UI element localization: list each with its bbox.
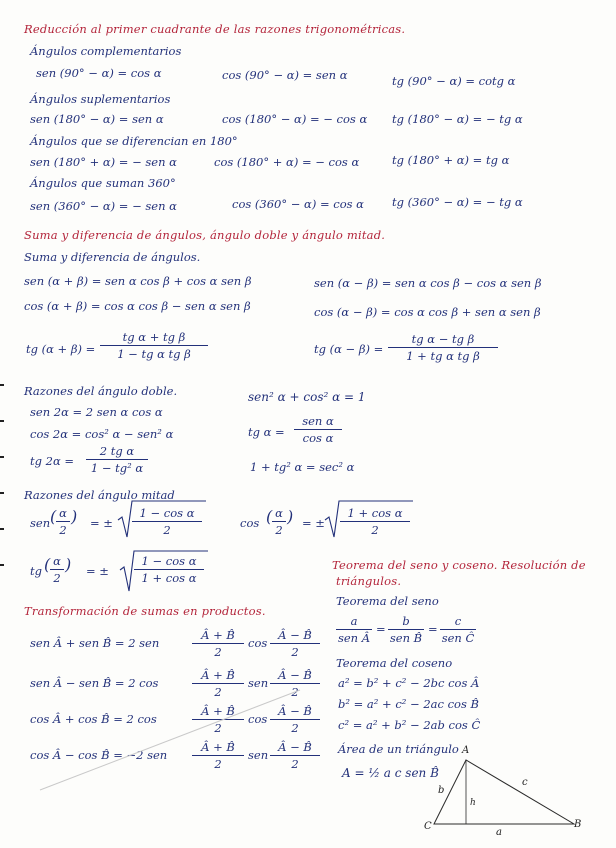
tg-def-den: cos α [302, 431, 334, 445]
transf-fraction-diff: Â − B̂ 2 [270, 628, 320, 659]
tg2-lhs: tg 2α = [30, 454, 75, 468]
tg2-num: 2 tg α [99, 444, 135, 458]
coseno-b: b² = a² + c² − 2ac cos B̂ [338, 697, 479, 711]
tg-resta-num: tg α − tg β [411, 332, 475, 346]
transf-fraction-diff: Â − B̂ 2 [270, 704, 320, 735]
mitad-cos-eq: = ± [302, 516, 325, 530]
triangle-side-c: c [522, 777, 528, 788]
reduccion-title: Reducción al primer cuadrante de las razones trigonométricas. [24, 22, 406, 36]
seno-frac-c: c sen Ĉ [441, 614, 475, 645]
area-formula: A = ½ a c sen B̂ [342, 766, 439, 780]
mitad-sen-radicand: 1 − cos α 2 [132, 506, 202, 537]
mitad-tg-arg: α 2 [50, 554, 64, 585]
transf-lhs: sen Â + sen B̂ = 2 sen [30, 636, 160, 650]
tg-resta-den: 1 + tg α tg β [406, 349, 480, 363]
transf-mid: sen [248, 676, 269, 690]
area-label: Área de un triángulo [338, 742, 459, 756]
formula-sec: 1 + tg² α = sec² α [250, 460, 355, 474]
formula-sup-sen: sen (180° − α) = sen α [30, 112, 164, 126]
transf-lhs: cos Â − cos B̂ = −2 sen [30, 748, 168, 762]
formula-sen2: sen 2α = 2 sen α cos α [30, 405, 163, 419]
triangle-vertex-a: A [462, 745, 470, 756]
suplementarios-label: Ángulos suplementarios [30, 92, 171, 106]
tg-suma-num: tg α + tg β [122, 330, 186, 344]
formula-cos2: cos 2α = cos² α − sen² α [30, 427, 174, 441]
mitad-tg-fn: tg [30, 564, 42, 578]
mitad-cos-radicand: 1 + cos α 2 [340, 506, 410, 537]
teorema-coseno-label: Teorema del coseno [336, 656, 453, 670]
transf-mid: sen [248, 748, 269, 762]
triangle-side-a: a [496, 827, 502, 838]
formula-dif-tg: tg (180° + α) = tg α [392, 153, 510, 167]
binding-mark [0, 420, 4, 422]
tg-def-num: sen α [302, 414, 334, 428]
tg-suma-den: 1 − tg α tg β [117, 347, 191, 361]
identidad-fundamental: sen² α + cos² α = 1 [248, 390, 366, 404]
binding-mark [0, 492, 4, 494]
mitad-tg-radicand: 1 − cos α 1 + cos α [134, 554, 204, 585]
notes-sheet: Reducción al primer cuadrante de las razones trigonométricas. Ángulos complementarios sen (90° − α) = cos α cos (90° − α) = sen α tg (90° − α) = cotg α Ángulos suplementarios sen (180° − α) = sen α cos (180° − α) = − cos α tg (180° − α) = − tg α Ángulos que se diferencian en 180° sen (180° + α) = − sen α cos (180° + α) = − cos α tg (180° + α) = tg α Ángulos que suman 360° sen (360° − α) = − sen α cos (360° − α) = cos α tg (360° − α) = − tg α Suma y diferencia de ángulos, ángulo doble y ángulo mitad. Suma y diferencia de ángulos. sen (α + β) = sen α cos β + cos α sen β sen (α − β) = sen α cos β − cos α sen β cos (α + β) = cos α cos β − sen α sen β cos (α − β) = cos α cos β + sen α sen β tg (α + β) = tg α + tg β 1 − tg α tg β tg (α − β) = tg α − tg β 1 + tg α tg β Razones del ángulo doble. sen 2α = 2 sen α cos α cos 2α = cos² α − sen² α tg 2α = 2 tg α 1 − tg² α sen² α + cos² α = 1 tg α = sen α cos α 1 + tg² α = sec² α Razones del ángulo mitad sen ( α 2 ) = ± 1 − cos α 2 cos ( α 2 ) = ± 1 + cos α 2 tg ( α 2 ) = ± 1 − cos α 1 + cos α Transformación de sumas en productos. sen Â + sen B̂ = 2 sen Â + B̂ 2 cos Â − B̂ 2 sen Â − sen B̂ = 2 cos Â + B̂ 2 sen Â − B̂ 2 cos Â + cos B̂ = 2 cos Â + B̂ 2 cos Â − B̂ 2 cos Â − cos B̂ = −2 sen Â + B̂ 2 sen Â − B̂ 2 Teorema del seno y coseno. Resolución de triángulos. Teorema del seno a sen Â = b sen B̂ = c sen Ĉ Teorema del coseno a² = b² + c² − 2bc cos Â b² = a² + c² − 2ac cos B̂ c² = a² + b² − 2ab cos Ĉ Área de un triángulo A = ½ a c sen B̂ A C B b c a h [0, 0, 616, 848]
tg-suma-lhs: tg (α + β) = [26, 342, 96, 356]
transf-lhs: sen Â − sen B̂ = 2 cos [30, 676, 159, 690]
triangle-vertex-c: C [424, 821, 432, 832]
formula-360-cos: cos (360° − α) = cos α [232, 197, 364, 211]
formula-cos-suma: cos (α + β) = cos α cos β − sen α sen β [24, 299, 251, 313]
transf-mid: cos [248, 712, 268, 726]
formula-360-tg: tg (360° − α) = − tg α [392, 195, 523, 209]
formula-comp-cos: cos (90° − α) = sen α [222, 68, 348, 82]
mitad-sen-fn: sen [30, 516, 51, 530]
seno-frac-b: b sen B̂ [389, 614, 423, 645]
coseno-a: a² = b² + c² − 2bc cos Â [338, 676, 480, 690]
suman360-label: Ángulos que suman 360° [30, 176, 176, 190]
formula-dif-sen: sen (180° + α) = − sen α [30, 155, 177, 169]
formula-comp-tg: tg (90° − α) = cotg α [392, 74, 516, 88]
formula-360-sen: sen (360° − α) = − sen α [30, 199, 177, 213]
formula-sup-cos: cos (180° − α) = − cos α [222, 112, 368, 126]
triangle-vertex-b: B [574, 819, 582, 830]
teorema-seno-label: Teorema del seno [336, 594, 439, 608]
transf-fraction-sum: Â + B̂ 2 [192, 628, 244, 659]
suma-subtitle: Suma y diferencia de ángulos. [24, 250, 201, 264]
formula-dif-cos: cos (180° + α) = − cos α [214, 155, 360, 169]
diferencian-label: Ángulos que se diferencian en 180° [30, 134, 238, 148]
mitad-sen-eq: = ± [90, 516, 113, 530]
binding-mark [0, 384, 4, 386]
seno-frac-a: a sen Â [337, 614, 371, 645]
tg-def-lhs: tg α = [248, 425, 285, 439]
complementarios-label: Ángulos complementarios [30, 44, 182, 58]
formula-sen-resta: sen (α − β) = sen α cos β − cos α sen β [314, 276, 542, 290]
triangle-side-b: b [438, 785, 445, 796]
teoremas-title-l2: triángulos. [336, 574, 402, 588]
mitad-cos-arg: α 2 [272, 506, 286, 537]
triangle-height-h: h [470, 798, 476, 808]
transf-fraction-sum: Â + B̂ 2 [192, 668, 244, 699]
formula-sen-suma: sen (α + β) = sen α cos β + cos α sen β [24, 274, 252, 288]
teoremas-title-l1: Teorema del seno y coseno. Resolución de [332, 558, 586, 572]
transf-fraction-diff: Â − B̂ 2 [270, 668, 320, 699]
transf-mid: cos [248, 636, 268, 650]
transformacion-title: Transformación de sumas en productos. [24, 604, 266, 618]
transf-lhs: cos Â + cos B̂ = 2 cos [30, 712, 157, 726]
tg2-den: 1 − tg² α [90, 461, 144, 475]
transf-fraction-sum: Â + B̂ 2 [192, 704, 244, 735]
coseno-c: c² = a² + b² − 2ab cos Ĉ [338, 718, 481, 732]
transf-fraction-diff: Â − B̂ 2 [270, 740, 320, 771]
binding-mark [0, 456, 4, 458]
formula-cos-resta: cos (α − β) = cos α cos β + sen α sen β [314, 305, 541, 319]
formula-sup-tg: tg (180° − α) = − tg α [392, 112, 523, 126]
binding-mark [0, 528, 4, 530]
formula-comp-sen: sen (90° − α) = cos α [36, 66, 162, 80]
mitad-tg-eq: = ± [86, 564, 109, 578]
suma-title: Suma y diferencia de ángulos, ángulo doble y ángulo mitad. [24, 228, 386, 242]
tg-resta-lhs: tg (α − β) = [314, 342, 384, 356]
mitad-cos-fn: cos [240, 516, 260, 530]
mitad-sen-arg: α 2 [56, 506, 70, 537]
doble-label: Razones del ángulo doble. [24, 384, 178, 398]
binding-mark [0, 564, 4, 566]
mitad-label: Razones del ángulo mitad [24, 488, 175, 502]
transf-fraction-sum: Â + B̂ 2 [192, 740, 244, 771]
triangle-figure [434, 760, 574, 824]
